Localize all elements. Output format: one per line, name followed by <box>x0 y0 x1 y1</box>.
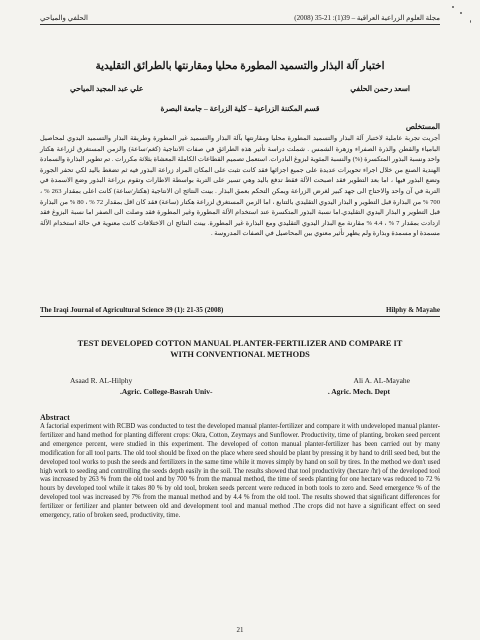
arabic-author-second: علي عبد المجيد المياحي <box>70 84 144 93</box>
english-title <box>40 338 440 360</box>
arabic-running-header <box>40 14 440 25</box>
english-running-header <box>40 306 440 317</box>
arabic-title: اختبار آلة البذار والتسميد المطورة محليا ومقارنتها بالطرائق التقليدية <box>95 61 385 72</box>
english-title-line-2: WITH CONVENTIONAL METHODS <box>170 350 310 359</box>
english-affiliation <box>120 387 390 396</box>
english-journal-citation: The Iraqi Journal of Agricultural Science 39 (1): 21-35 (2008) <box>40 306 224 314</box>
scan-speck <box>460 12 462 14</box>
scan-speck <box>452 6 454 8</box>
english-affiliation-second: . Agric. Mech. Dept <box>327 387 390 396</box>
english-abstract-heading: Abstract <box>40 413 70 422</box>
english-abstract-body: A factorial experiment with RCBD was conducted to test the developed manual planter-fertilizer and compare it with undeveloped manual planter-fertilizer and hand method for planting different crops: Okra, Cotton, Zeymays and Sunflower. Productivity, time of planting, broken seed percent and emergence percent, were studied in this experiment. The developed of cotton manual planter-fertilizer has been carried out by many modification for all tool parts. The old tool should be fixed on the place where seed should be plant by pressing it by hand to drill seed bed, but the developed tool works to push the seeds and fertilizers in the same time while it moves simply by hand on soil by tires. In the method we don't used high work to seeding and controlling the seeds depth easily in the soil. The results showed that tool productivity (hectare /hr) of the developed tool was increased by 263 % from the old tool and by 700 % from the manual method, the time of seeds planting for one hectare was reduced to 72 % hours by developed tool while it takes 80 % by old tool, broken seeds percent were reduced in both tools to zero and. Seed emergence % of the developed tool was increased by 7% from the manual method and by 4.4 % from the old tool. The results showed that significant differences for fertilizer or fertilizer and planter between old and development tool and manual method .The crops did not have a significant effect on seed emergency, ratio of broken seed, productivity, time. <box>40 423 440 520</box>
english-affiliation-first: .Agric. College-Basrah Univ- <box>120 387 213 396</box>
arabic-affiliation: قسم المكننة الزراعية – كلية الزراعة – جامعة البصرة <box>160 104 320 113</box>
arabic-authors <box>70 84 410 93</box>
arabic-author-first: اسعد رحمن الحلفي <box>350 84 410 93</box>
english-running-authors: Hilphy & Mayahe <box>385 306 440 314</box>
english-author-second: Ali A. AL-Mayahe <box>353 376 410 385</box>
english-authors <box>70 376 410 385</box>
arabic-running-authors: الحلفي والمياحي <box>40 14 88 22</box>
arabic-abstract-heading: المستخلص <box>405 122 440 131</box>
page-number: 21 <box>236 626 244 634</box>
english-title-line-1: TEST DEVELOPED COTTON MANUAL PLANTER-FERTILIZER AND COMPARE IT <box>77 339 403 348</box>
scan-speck <box>470 20 471 23</box>
english-author-first: Asaad R. AL-Hilphy <box>70 376 133 385</box>
arabic-abstract-body: أجريت تجربة عاملية لاختبار آلة البذار والتسميد المطورة محليا ومقارنتها بآلة البذار والتسميد غير المطورة وطريقة البذار والتسميد اليدوي لمحاصيل البامياء والقطن والذرة الصفراء وزهرة الشمس . شملت دراسة تأثير هذه الطرائق في صفات الانتاجية (كغم/ساعة) والزمن المستغرق لزراعة هكتار واحد ونسبة البذور المتكسرة (%) والنسبة المئوية لبزوغ البادرات. استعمل تصميم القطاعات الكاملة المعشاة بثلاثة مكررات . تم تطوير البذارة والسمادة الهندية الصنع من خلال اجراء تحويرات عديدة على جميع اجزائها فقد كانت تثبت على المكان المراد زراعة البذور فيه ثم تضغط باليد لكي تحفر الجورة وتضع البذور فيها ، اما بعد التطوير فقد اصبحت الآلة فقط تدفع باليد وهي تسير على التربة بواسطة الاطارات وتقوم بزراعة البذور وضع الاسمدة في التربة في آن واحد والاحتاج الى جهد كبير لغرض الزراعة ويمكن التحكم بعمق البذار . بينت النتائج ان الانتاجية (هكتار/ساعة) كانت اعلى بمقدار 263 % ، 700 % من البذارة قبل التطوير و البذار اليدوي التقليدي بالتتابع ، اما الزمن المستغرق لزراعة هكتار (ساعة) فقد كان اقل بمقدار 72 % ، 80 % من البذارة قبل التطوير و البذار اليدوي التقليدي.اما نسبة البذور المتكسرة عند استخدام الآلة المطورة وغير المطورة فقد وصلت الى الصفر اما نسبة البزوغ فقد ازدادت بمقدار 7 % ، 4.4 % مقارنة مع البذار اليدوي التقليدي ومع البذارة غير المطورة. بينت النتائج ان الاختلافات كانت معنوية في حالة استخدام الآلة مسمدة او مسمدة وبذارة ولم يظهر تأثير معنوي بين المحاصيل في الصفات المدروسة . <box>40 135 440 238</box>
arabic-journal-citation: مجلة العلوم الزراعية العراقية – 39(1): 21-35 (2008) <box>294 14 440 22</box>
